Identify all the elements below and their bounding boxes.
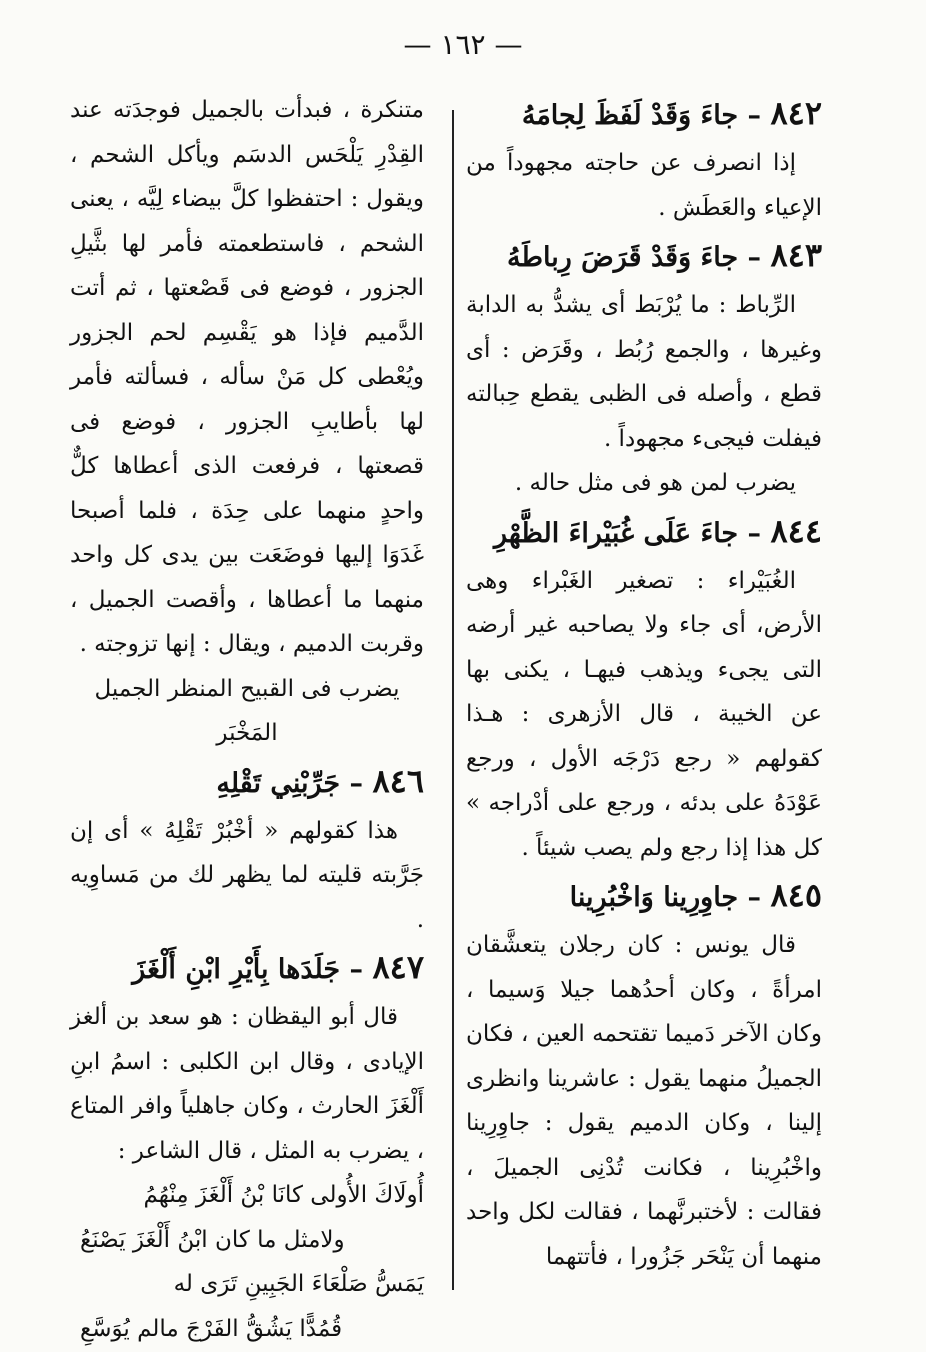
verse-line: ولامثل ما كان ابْنُ أَلْغَزَ يَصْنَعُ [80,1226,345,1253]
entry-846-heading [70,756,424,809]
entry-title: – جاءَ وَقَدْ لَفَظَ لِجامَهُ [521,100,762,131]
verse-line: يَمَسُّ صَلْعَاءَ الجَبِينِ تَرَى له [173,1271,424,1297]
entry-title: – جَرِّبْنِي تَقْلِهِ [216,767,364,799]
page-number: — ١٦٢ — [403,28,523,61]
entry-845-continuation: متنكرة ، فبدأت بالجميل فوجدَته عند القِدْرِ يَلْحَس الدسَم ويأكل الشحم ، ويقول : احتفظوا كلَّ بيضاء لِيَّه ، يعنى الشحم ، فاستطعمته فأمر لها بثَّيلِ الجزور ، فوضع فى قَصْعتها ، ثم أتت الدَّميم فإذا هو يَقْسِم لحم الجزور ويُعْطى كل مَنْ سأله ، فسألته فأمر لها بأطايبِ الجزور ، فوضع فى قصعتها ، فرفعت الذى أعطاها كلٌّ واحدٍ منهما على حِدَة ، فلما أصبحا غَدَوَا إليها فوضَعَت بين يدى كل واحد منهما ما أعطاها ، وأقصت الجميل ، وقربت الدميم ، ويقال : إنها تزوجته . [70,97,424,657]
entry-845-heading [466,870,822,923]
entry-847-text: قال أبو اليقظان : هو سعد بن ألغز الإيادى ، وقال ابن الكلبى : اسمُ ابنِ أَلْغَزَ الحارث ، وكان جاهلياً وافر المتاع ، يضرب به المثل ، قال الشاعر : [70,1004,424,1164]
column-divider [452,110,454,1290]
entry-number: ٨٤٥ [770,876,822,914]
entry-845-text: قال يونس : كان رجلان يتعشَّقان امرأةً ، وكان أحدُهما جيلا وَسيما ، وكان الآخر دَميما تقتحمه العين ، فكان الجميلُ منهما يقول : عاشرينا وانظرى إلينا ، وكان الدميم يقول : جاوِرِينا واخْبُرِينا ، فكانت تُدْنِى الجميلَ ، فقالت : لأختبرنَّهما ، فقالت لكل واحد منهما أن يَنْحَر جَزُورا ، فأتتهما [466,932,822,1270]
entry-number: ٨٤٦ [372,761,424,800]
entry-title: – جاءَ وَقَدْ قَرَضَ رِباطَهُ [507,242,762,273]
entry-847-heading [70,942,424,995]
entry-846-text: هذا كقولهم « أخْبُرْ تَقْلِهُ » أى إن جَرَّبته قليته لما يظهر لك من مَساوِيه . [70,817,424,933]
entry-title: – جاءَ عَلَى غُبَيْراءَ الظَّهْرِ [494,517,762,549]
right-column [466,88,822,1279]
entry-844-text: الغُبَيْراء : تصغير الغَبْراء وهى الأرض، أى جاء ولا يصاحبه غير أرضه التى يجىء ويذهب فيهـا ، يكنى بها عن الخيبة ، قال الأزهرى : هـذا كقولهم « رجع دَرْجَه الأول ، ورجع عَوْدَهُ على بدئه ، ورجع على أدْراجه » كل هذا إذا رجع ولم يصب شيئاً . [466,567,822,861]
entry-number: ٨٤٧ [372,948,424,986]
verse-line: قُمُدًّا يَشُقُّ الفَرْجَ مالم يُوَسَّعِ [80,1315,343,1342]
entry-number: ٨٤٤ [770,511,822,550]
entry-842-text: إذا انصرف عن حاجته مجهوداً من الإعياء والعَطَش . [466,150,822,221]
left-column [70,88,424,1351]
entry-title: – جَلَدَها بِأَيْرِ ابْنِ أَلْغَزَ [132,954,364,985]
entry-843-heading [466,230,822,283]
verse-line: أُولَاكَ الأُولى كانَا بْنُ أَلْغَزَ مِنْهُمُ [143,1182,424,1208]
entry-number: ٨٤٣ [770,236,822,274]
entry-845-usage: يضرب فى القبيح المنظر الجميل المَخْبَر [94,675,400,746]
entry-844-heading [466,506,822,559]
entry-843-usage: يضرب لمن هو فى مثل حاله . [514,470,796,496]
entry-number: ٨٤٢ [770,94,822,132]
entry-title: – جاوِرِينا وَاخْبُرِينا [569,882,762,913]
entry-843-text: الرِّباط : ما يُرْبَط أى يشدُّ به الدابة وغيرها ، والجمع رُبُط ، وقَرَض : أى قطع ، وأصله فى الظبى يقطع حِبالته فيفلت فيجىء مجهوداً . [466,292,822,452]
entry-842-heading [466,88,822,141]
